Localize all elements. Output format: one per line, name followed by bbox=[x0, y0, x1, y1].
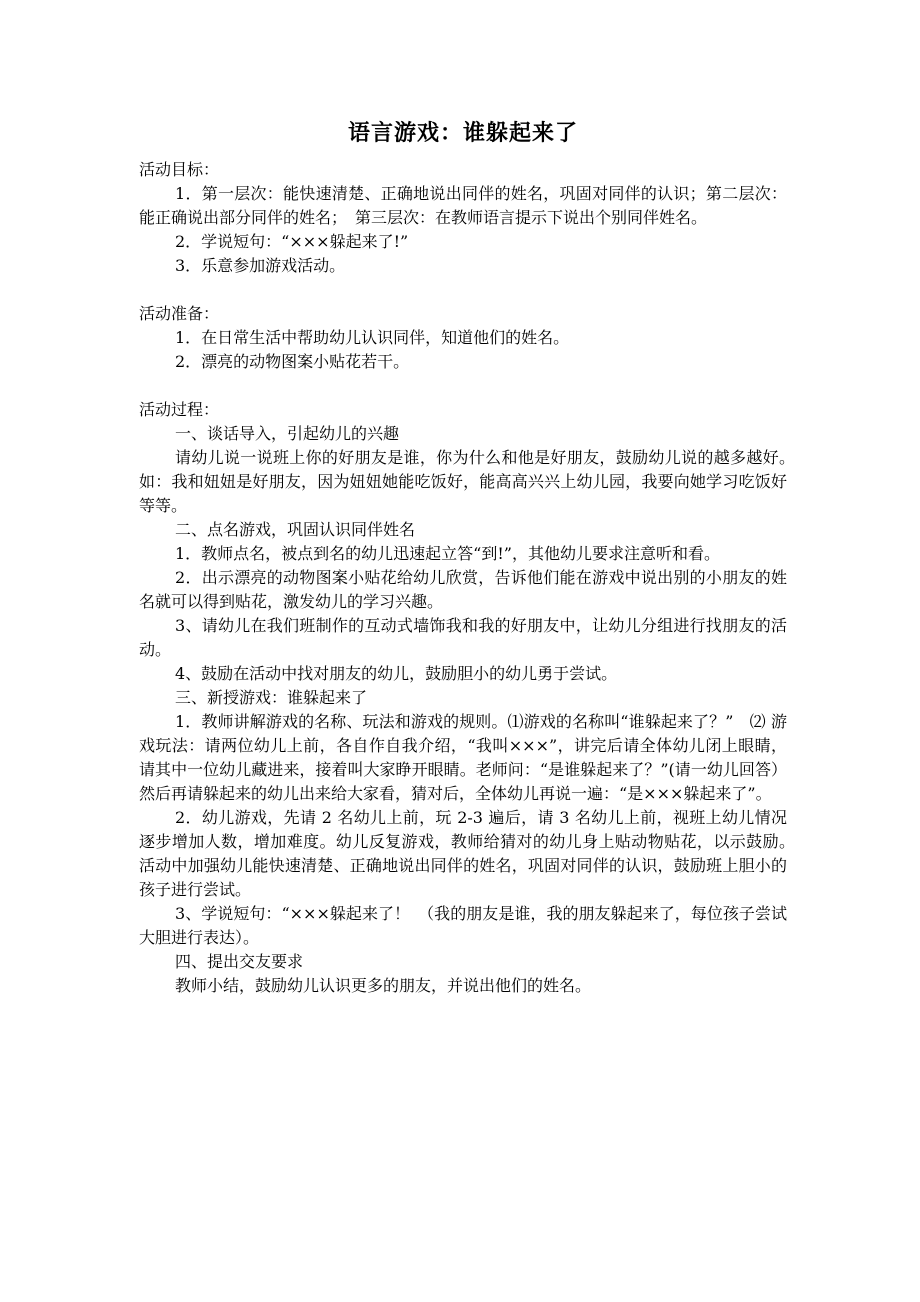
goal-item: 1．第一层次：能快速清楚、正确地说出同伴的姓名，巩固对同伴的认识；第二层次：能正确说出部分同伴的姓名； 第三层次：在教师语言提示下说出个别同伴姓名。 bbox=[139, 184, 787, 227]
process-step-heading: 二、点名游戏，巩固认识同伴姓名 bbox=[175, 520, 416, 539]
goal-item: 3．乐意参加游戏活动。 bbox=[175, 256, 346, 275]
process-paragraph: 2．幼儿游戏，先请 2 名幼儿上前，玩 2-3 遍后，请 3 名幼儿上前，视班上幼儿情况逐步增加人数，增加难度。幼儿反复游戏，教师给猜对的幼儿身上贴动物贴花，以示鼓励。 活动中加强幼儿能快速清楚、正确地说出同伴的姓名，巩固对同伴的认识，鼓励班上胆小的孩子进行尝试。 bbox=[139, 808, 804, 899]
document-title: 语言游戏：谁躲起来了 bbox=[347, 121, 578, 146]
process-paragraph: 4、鼓励在活动中找对朋友的幼儿，鼓励胆小的幼儿勇于尝试。 bbox=[175, 664, 618, 683]
process-step-heading: 四、提出交友要求 bbox=[175, 952, 304, 971]
process-paragraph: 1．教师点名，被点到名的幼儿迅速起立答“到!”，其他幼儿要求注意听和看。 bbox=[175, 544, 720, 563]
section-spacer bbox=[139, 278, 787, 302]
process-paragraph: 3、学说短句：“×××躲起来了！ （我的朋友是谁，我的朋友躲起来了，每位孩子尝试大胆进行表达）。 bbox=[139, 904, 787, 947]
process-heading: 活动过程： bbox=[139, 400, 220, 419]
process-step-heading: 三、新授游戏：谁躲起来了 bbox=[175, 688, 368, 707]
process-paragraph: 教师小结，鼓励幼儿认识更多的朋友，并说出他们的姓名。 bbox=[175, 976, 592, 995]
preparation-heading: 活动准备： bbox=[139, 304, 220, 323]
process-paragraph: 3、请幼儿在我们班制作的互动式墙饰我和我的好朋友中，让幼儿分组进行找朋友的活动。 bbox=[139, 616, 787, 659]
process-step-heading: 一、谈话导入，引起幼儿的兴趣 bbox=[175, 424, 400, 443]
process-paragraph: 2．出示漂亮的动物图案小贴花给幼儿欣赏，告诉他们能在游戏中说出别的小朋友的姓名就可以得到贴花，激发幼儿的学习兴趣。 bbox=[139, 568, 787, 611]
process-paragraph: 请幼儿说一说班上你的好朋友是谁，你为什么和他是好朋友，鼓励幼儿说的越多越好。 如：我和妞妞是好朋友，因为妞妞她能吃饭好，能高高兴兴上幼儿园，我要向她学习吃饭好等等。 bbox=[139, 448, 804, 515]
section-spacer bbox=[139, 374, 787, 398]
preparation-item: 2．漂亮的动物图案小贴花若干。 bbox=[175, 352, 410, 371]
goal-item: 2．学说短句：“×××躲起来了!” bbox=[175, 232, 409, 251]
preparation-item: 1．在日常生活中帮助幼儿认识同伴，知道他们的姓名。 bbox=[175, 328, 570, 347]
process-paragraph: 1．教师讲解游戏的名称、玩法和游戏的规则。⑴游戏的名称叫“谁躲起来了？” ⑵ 游戏玩法：请两位幼儿上前，各自作自我介绍，“我叫×××”，讲完后请全体幼儿闭上眼睛，请其中一位幼儿藏进来，接着叫大家睁开眼睛。老师问：“是谁躲起来了？”(请一幼儿回答）然后再请躲起来的幼儿出来给大家看，猜对后，全体幼儿再说一遍：“是×××躲起来了”。 bbox=[139, 712, 787, 803]
goals-heading: 活动目标： bbox=[139, 160, 220, 179]
document-page bbox=[139, 118, 804, 998]
